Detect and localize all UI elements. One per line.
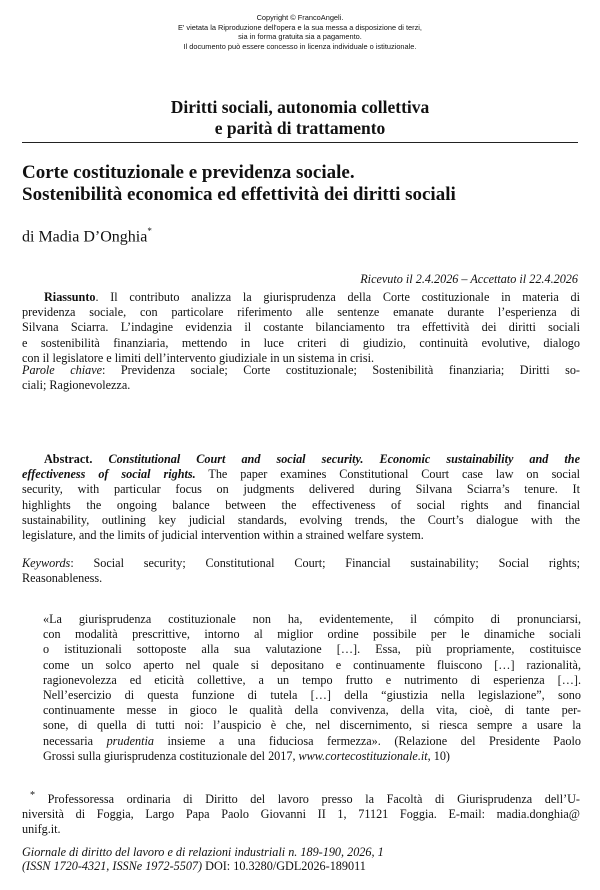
abstract-paragraph <box>22 452 580 543</box>
copyright-notice <box>0 13 600 51</box>
footnote-text: Professoressa ordinaria di Diritto del lavoro presso la Facoltà di Giurisprudenza dell’U- <box>35 792 580 807</box>
quote-line: con modalità prescrittive, intorno al miglior ordine possibile per le dinamiche sociali <box>43 627 581 642</box>
riassunto-text: . Il contributo analizza la giurisprudenza della Corte costituzionale in materia di <box>95 290 580 304</box>
keywords <box>22 556 580 586</box>
footnote-email[interactable]: unifg.it. <box>22 822 61 837</box>
abstract-label: Abstract. <box>44 452 93 466</box>
quote-line: come un solco aperto nel quale si depositano e continuamente fluiscono […] razionalità, <box>43 657 581 672</box>
author-byline <box>22 222 152 247</box>
quote-line: Nell’esercizio di questa funzione di tutela […] della “giustizia nella legislazione”, sono <box>43 688 581 703</box>
article-title <box>22 162 582 206</box>
parole-chiave <box>22 363 580 393</box>
author-name: di Madia D’Onghia <box>22 228 148 246</box>
keywords-label: Keywords <box>22 556 71 570</box>
quote-line: ragionevolezza ed eticità collettive, a un tempo frutto e nutrimento di esperienza […]. <box>43 672 581 687</box>
riassunto-text: Silvana Sciarra. L’indagine evidenzia il costante bilanciamento tra effettività dei diritti sociali <box>22 320 580 335</box>
journal-citation <box>22 845 582 874</box>
copyright-line: Il documento può essere concesso in licenza individuale o istituzionale. <box>183 41 417 51</box>
section-title-line: Diritti sociali, autonomia collettiva <box>170 97 430 117</box>
quote-line: , 10) <box>427 748 450 763</box>
quote-italic: prudentia <box>106 733 154 748</box>
parole-chiave-label: Parole chiave <box>22 363 103 377</box>
keywords-text: Reasonableness. <box>22 571 103 586</box>
journal-name: Giornale di diritto del lavoro e di relazioni industriali n. 189-190, 2026, 1 <box>22 845 384 859</box>
author-footnote <box>22 788 580 838</box>
epigraph-quote <box>43 612 581 764</box>
copyright-line: Copyright © FrancoAngeli. <box>256 13 344 22</box>
section-divider <box>22 142 578 143</box>
copyright-line: E' vietata la Riproduzione dell'opera e la sua messa a disposizione di terzi, <box>178 22 422 32</box>
footnote-mark: * <box>30 790 36 801</box>
riassunto-text: previdenza sociale, con particolare riferimento alle sentenze emanate durante l’esperienza di <box>22 305 580 320</box>
riassunto-paragraph <box>22 290 580 366</box>
copyright-line: sia in forma gratuita sia a pagamento. <box>238 32 362 42</box>
quote-website[interactable]: www.cortecostituzionale.it <box>298 748 428 763</box>
riassunto-label: Riassunto <box>44 290 96 304</box>
parole-chiave-text: ciali; Ragionevolezza. <box>22 378 131 393</box>
quote-line: «La giurisprudenza costituzionale non ha, evidentemente, il cómpito di pronunciarsi, <box>43 612 581 626</box>
abstract-text: The paper examines Constitutional Court case law on social <box>195 467 580 482</box>
journal-doi[interactable]: DOI: 10.3280/GDL2026-189011 <box>202 859 366 874</box>
quote-line: insieme a una fiduciosa fermezza». (Relazione del Presidente Paolo <box>153 733 582 748</box>
article-title-line: Sostenibilità economica ed effettività dei diritti sociali <box>22 184 456 205</box>
abstract-text: sustainability, outlining key judicial standards, evolving trends, the Court’s dialogue with the <box>22 512 580 527</box>
quote-line: Grossi sulla giurisprudenza costituzionale del 2017, <box>43 748 299 763</box>
quote-line: continuamente messe in gioco le qualità della convivenza, della vita, cioè, di tante per- <box>43 703 581 718</box>
abstract-text: security, with particular focus on judgments delivered during Silvana Sciarra’s tenure. It <box>22 482 580 497</box>
abstract-title: Constitutional Court and social security. Economic sustainability and the <box>92 452 580 466</box>
author-footnote-mark[interactable]: * <box>147 226 152 236</box>
section-title <box>0 97 600 139</box>
quote-line: o istituzionali sottoposte alla sua valutazione […]. Essa, più propriamente, costituisce <box>43 642 581 657</box>
quote-line: sone, di quella di tutti noi: l’auspicio è che, nel discernimento, si riesca sempre a usare la <box>43 718 581 733</box>
journal-issn: (ISSN 1720-4321, ISSNe 1972-5507) <box>22 859 203 874</box>
received-accepted-dates: Ricevuto il 2.4.2026 – Accettato il 22.4.2026 <box>360 272 578 286</box>
footnote-text: niversità di Foggia, Largo Papa Paolo Giovanni II 1, 71121 Foggia. E-mail: madia.donghia@ <box>22 807 580 822</box>
section-title-line: e parità di trattamento <box>214 118 386 138</box>
abstract-text: legislature, and the limits of judicial intervention within a strained welfare system. <box>22 528 424 543</box>
quote-line: necessaria <box>43 733 107 748</box>
article-title-line: Corte costituzionale e previdenza sociale. <box>22 162 355 183</box>
riassunto-text: con il legislatore e limiti dell’intervento giudiziale in un sistema in crisi. <box>22 350 374 365</box>
parole-chiave-text: : Previdenza sociale; Corte costituzionale; Sostenibilità finanziaria; Diritti so- <box>102 363 580 377</box>
abstract-title: effectiveness of social rights. <box>22 467 196 482</box>
riassunto-text: e sostenibilità finanziaria, mettendo in luce criteri di giudizio, continuità evolutive, dialogo <box>22 335 580 350</box>
keywords-text: : Social security; Constitutional Court; Financial sustainability; Social rights; <box>70 556 580 570</box>
abstract-text: highlights the ongoing balance between the effectiveness of social rights and financial <box>22 497 580 512</box>
